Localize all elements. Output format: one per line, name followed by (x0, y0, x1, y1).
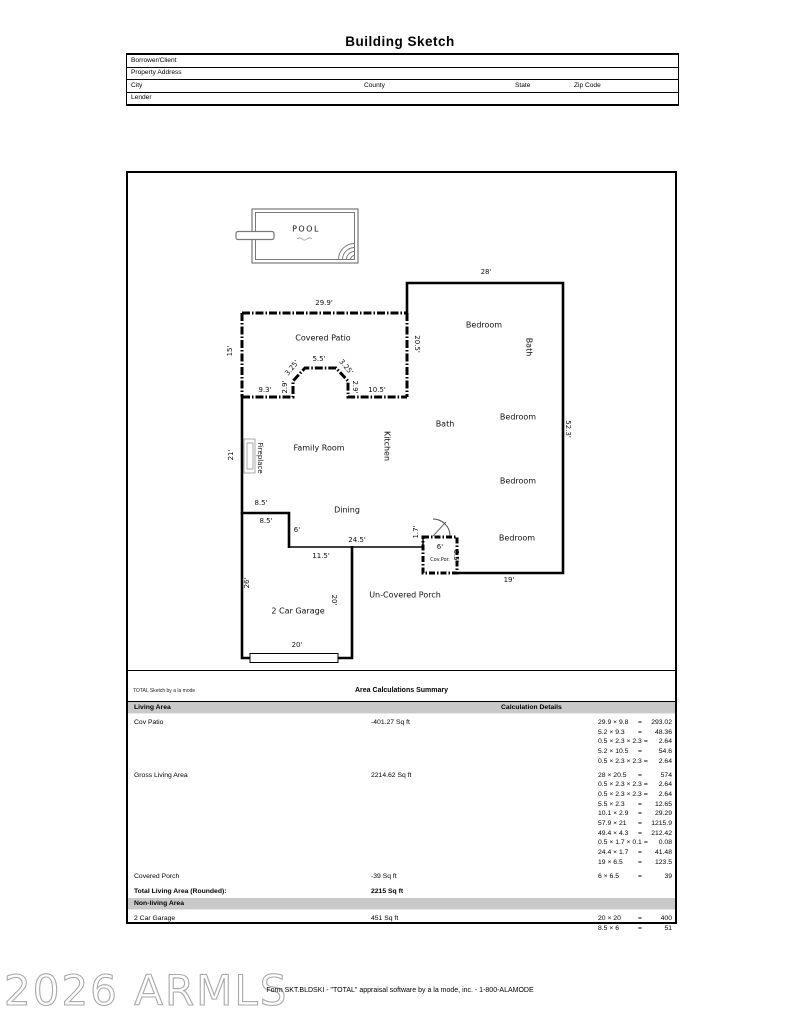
pool-label: POOL (292, 224, 320, 234)
state-label: State (515, 81, 531, 89)
dim-2-9-left: 2.9' (281, 380, 289, 394)
calc-line: 0.5 × 1.7 × 0.1 = 0.08 (598, 839, 672, 847)
dim-21: 21' (227, 449, 235, 461)
calc-line: 5.5 × 2.3 = 12.65 (598, 800, 672, 808)
calc-line: 28 × 20.5 = 574 (598, 771, 672, 779)
dim-9-3: 9.3' (258, 386, 272, 394)
dim-2-9-right: 2.9' (351, 380, 359, 394)
room-uncovered-porch: Un-Covered Porch (369, 590, 441, 600)
room-family-room: Family Room (293, 443, 345, 453)
dim-20-side: 20' (330, 594, 338, 606)
dim-6-porch: 6' (436, 543, 444, 551)
room-bath-1: Bath (524, 337, 534, 357)
dim-3-25-left: 3.25' (283, 358, 301, 378)
zip-code-label: Zip Code (574, 81, 601, 89)
room-bedroom-4: Bedroom (498, 533, 536, 543)
calc-line: 19 × 6.5 = 123.5 (598, 858, 672, 866)
field-row-city-county-state-zip (127, 80, 678, 93)
dim-3-25-right: 3.25' (337, 357, 355, 377)
table-row: Gross Living Area 2214.62 Sq ft 28 × 20.5 = 574 0.5 × 2.3 × 2.3 = 2.64 0.5 × 2.3 × 2.3 = 2.64 5.5 × 2.3 = 12.65 10.1 × 2.9 = 29.29 57.9 × 21 = 1215.9 49.4 × 4.3 = 212.42 0.5 × 1.7 × 0.1 = 0.08 24.4 × 1.7 = 41.48 19 × 6.5 = 123.5 (134, 771, 672, 866)
dim-28: 28' (480, 268, 492, 276)
area-calculations-table (128, 701, 675, 934)
dim-24-5: 24.5' (348, 536, 366, 544)
field-row-property-address (127, 68, 678, 81)
room-bedroom-2: Bedroom (499, 412, 537, 422)
room-covered-porch: Cov.Por. (430, 557, 450, 563)
fireplace-label: Fireplace (256, 442, 264, 474)
room-covered-patio: Covered Patio (295, 333, 351, 343)
calc-line: 0.5 × 2.3 × 2.3 = 2.64 (598, 738, 672, 746)
property-address-label: Property Address (131, 69, 182, 76)
calc-line: 49.4 × 4.3 = 212.42 (598, 829, 672, 837)
calc-line: 6 × 6.5 = 39 (598, 872, 672, 880)
table-row: 2 Car Garage 451 Sq ft 20 × 20 = 400 8.5 × 6 = 51 (134, 915, 672, 932)
room-dining: Dining (334, 505, 360, 515)
calc-line: 0.5 × 2.3 × 2.3 = 2.64 (598, 781, 672, 789)
calc-line: 8.5 × 6 = 51 (598, 924, 672, 932)
dim-11-5: 11.5' (312, 552, 330, 560)
calc-line: 57.9 × 21 = 1215.9 (598, 820, 672, 828)
county-label: County (364, 81, 385, 89)
dim-10-5: 10.5' (368, 386, 386, 394)
city-label: City (131, 81, 143, 89)
calc-line: 29.9 × 9.8 = 293.02 (598, 719, 672, 726)
calc-line: 0.5 × 2.3 × 2.3 = 2.64 (598, 790, 672, 798)
calc-line: 0.5 × 2.3 × 2.3 = 2.64 (598, 757, 672, 765)
dim-8-5-a: 8.5' (254, 499, 268, 507)
area-summary-title: Area Calculations Summary (355, 687, 448, 694)
section-header-band: Non-living Area (128, 898, 675, 910)
page-title: Building Sketch (345, 34, 455, 49)
dim-52-3: 52.3' (564, 420, 572, 438)
armls-watermark: 2026 ARMLS (4, 966, 289, 1015)
section-header-band: Living Area Calculation Details (128, 702, 675, 714)
room-bedroom-3: Bedroom (499, 476, 537, 486)
dim-26: 26' (243, 577, 251, 589)
dim-6-jog: 6' (293, 526, 301, 534)
dim-1-7: 1.7' (412, 525, 420, 539)
header-fields-table (126, 53, 679, 106)
room-bedroom-1: Bedroom (465, 320, 503, 330)
dim-19: 19' (503, 576, 515, 584)
dim-6-5: 6.5' (452, 549, 460, 563)
total-living-area-row: Total Living Area (Rounded): 2215 Sq ft (134, 888, 404, 896)
sketch-summary-divider (128, 670, 675, 671)
borrower-label: Borrower/Client (131, 56, 177, 64)
dim-20-5: 20.5' (413, 335, 421, 353)
sketch-software-note: TOTAL Sketch by a la mode (133, 688, 196, 694)
room-kitchen: Kitchen (382, 430, 392, 462)
dim-5-5: 5.5' (312, 355, 326, 363)
room-bath-2: Bath (435, 419, 455, 429)
field-row-lender (127, 93, 678, 106)
table-row: Covered Porch -39 Sq ft 6 × 6.5 = 39 (134, 872, 672, 880)
room-garage: 2 Car Garage (271, 606, 325, 616)
table-row: Cov Patio -401.27 Sq ft 29.9 × 9.8 = 293.02 5.2 × 9.3 = 48.36 0.5 × 2.3 × 2.3 = 2.64 5.2 × 10.5 = 54.6 0.5 × 2.3 × 2.3 = 2.64 (134, 719, 672, 765)
calc-line: 5.2 × 10.5 = 54.6 (598, 748, 672, 756)
calc-line: 24.4 × 1.7 = 41.48 (598, 849, 672, 857)
calc-line: 5.2 × 9.3 = 48.36 (598, 728, 672, 736)
form-footer-text: Form SKT.BLDSKI - "TOTAL" appraisal software by a la mode, inc. - 1-800-ALAMODE (266, 987, 534, 994)
calc-line: 10.1 × 2.9 = 29.29 (598, 810, 672, 818)
dim-8-5-b: 8.5' (259, 517, 273, 525)
field-row-borrower (127, 55, 678, 68)
lender-label: Lender (131, 94, 152, 101)
dim-20-bottom: 20' (291, 641, 303, 649)
area-summary-body (128, 702, 675, 934)
calc-line: 20 × 20 = 400 (598, 915, 672, 923)
dim-29-9: 29.9' (315, 299, 333, 307)
dim-15: 15' (226, 345, 234, 357)
